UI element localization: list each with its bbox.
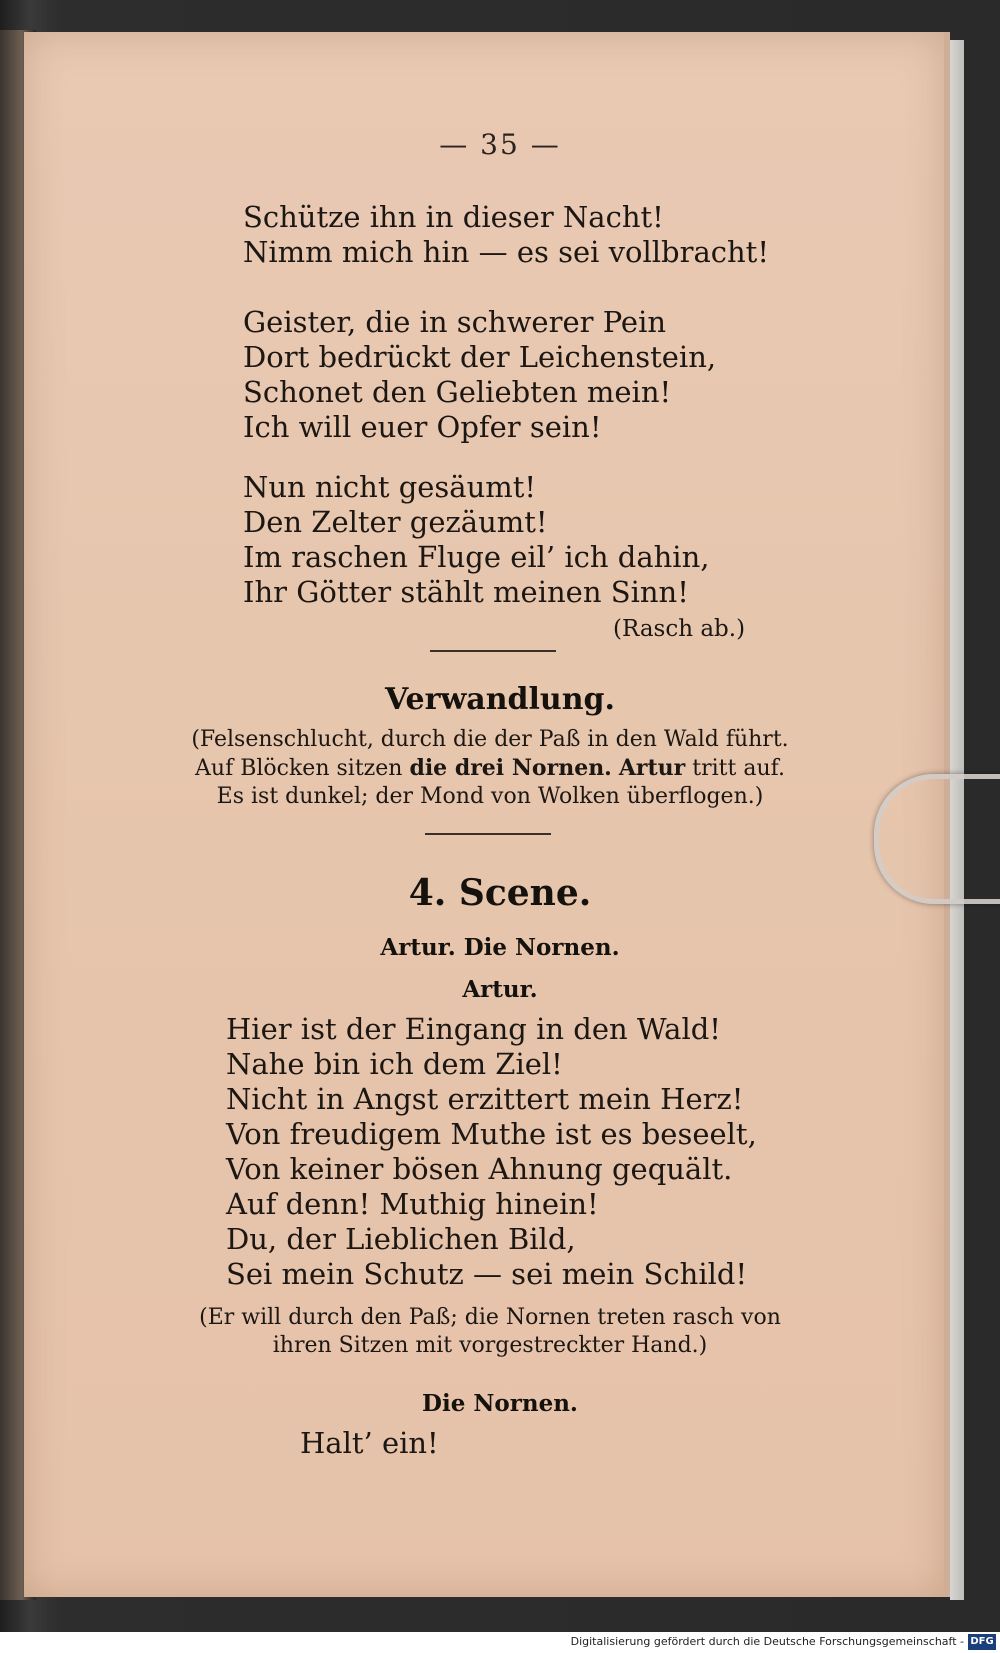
verse-line: Ich will euer Opfer sein! <box>243 410 602 444</box>
artur-speech <box>226 1012 757 1292</box>
speaker-artur: Artur. <box>462 976 538 1003</box>
verse-line: Von keiner bösen Ahnung gequält. <box>226 1152 733 1186</box>
stanza-1 <box>243 200 769 270</box>
verse-line: Nahe bin ich dem Ziel! <box>226 1047 563 1081</box>
stage-line: Es ist dunkel; der Mond von Wolken überflogen.) <box>216 784 764 809</box>
nornen-speech <box>300 1426 439 1461</box>
verse-line: Halt’ ein! <box>300 1426 439 1460</box>
verse-line: Ihr Götter stählt meinen Sinn! <box>243 575 689 609</box>
stage-line: ihren Sitzen mit vorgestreckter Hand.) <box>272 1333 708 1358</box>
character-list: Artur. Die Nornen. <box>380 934 620 961</box>
dfg-logo: DFG <box>968 1634 996 1650</box>
divider <box>425 833 551 835</box>
verse-line: Nicht in Angst erzittert mein Herz! <box>226 1082 744 1116</box>
verse-line: Auf denn! Muthig hinein! <box>226 1187 599 1221</box>
footer-credit: Digitalisierung gefördert durch die Deutsche Forschungsgemeinschaft - <box>570 1635 964 1648</box>
verse-line: Nun nicht gesäumt! <box>243 470 537 504</box>
stage-direction-nornen <box>140 1304 840 1360</box>
verse-line: Von freudigem Muthe ist es beseelt, <box>226 1117 757 1151</box>
digitization-footer <box>0 1632 1000 1653</box>
page-number: — 35 — <box>439 128 561 161</box>
verse-line: Hier ist der Eingang in den Wald! <box>226 1012 721 1046</box>
transformation-heading: Verwandlung. <box>385 682 615 717</box>
verse-line: Du, der Lieblichen Bild, <box>226 1222 576 1256</box>
bold-artur: Artur <box>618 755 686 781</box>
verse-line: Schonet den Geliebten mein! <box>243 375 672 409</box>
stanza-2 <box>243 305 716 445</box>
verse-line: Den Zelter gezäumt! <box>243 505 548 539</box>
stage-line: Auf Blöcken sitzen die drei Nornen. Artur tritt auf. <box>195 755 785 781</box>
scene-heading: 4. Scene. <box>408 872 592 914</box>
bold-nornen: die drei Nornen. <box>409 755 612 781</box>
verse-line: Im raschen Fluge eil’ ich dahin, <box>243 540 710 574</box>
stanza-3 <box>243 470 709 610</box>
verse-line: Dort bedrückt der Leichenstein, <box>243 340 717 374</box>
speaker-nornen: Die Nornen. <box>422 1390 578 1417</box>
stage-direction-exit: (Rasch ab.) <box>613 616 746 642</box>
verse-line: Nimm mich hin — es sei vollbracht! <box>243 235 769 269</box>
stage-line: (Felsenschlucht, durch die der Paß in den Wald führt. <box>191 727 789 752</box>
verse-line: Sei mein Schutz — sei mein Schild! <box>226 1257 748 1291</box>
verse-line: Geister, die in schwerer Pein <box>243 305 667 339</box>
divider <box>430 650 556 652</box>
verse-line: Schütze ihn in dieser Nacht! <box>243 200 664 234</box>
transformation-stage-direction <box>140 726 840 811</box>
stage-line: (Er will durch den Paß; die Nornen treten rasch von <box>199 1305 781 1330</box>
